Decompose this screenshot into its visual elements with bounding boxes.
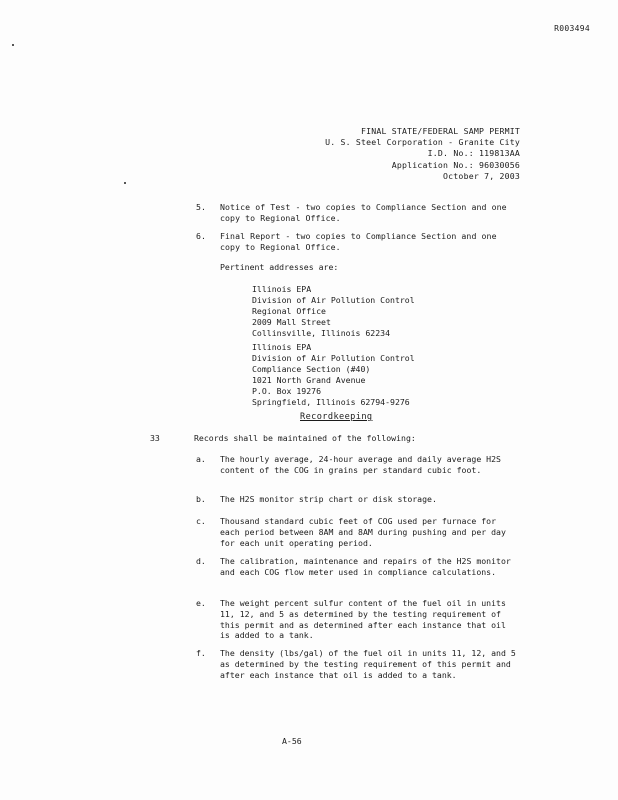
pertinent-label: Pertinent addresses are: (220, 262, 339, 272)
address-line: Division of Air Pollution Control (252, 295, 415, 305)
item-number: 5. (196, 202, 207, 212)
condition-number: 33 (150, 433, 160, 443)
address-block-compliance (252, 342, 415, 408)
item-number: 6. (196, 231, 207, 241)
item-text: The calibration, maintenance and repairs of the H2S monitor and each COG flow meter used in compliance calculations. (220, 556, 511, 577)
address-line: 1021 North Grand Avenue (252, 375, 366, 385)
item-text: The H2S monitor strip chart or disk storage. (220, 494, 437, 504)
address-line: Compliance Section (#40) (252, 364, 371, 374)
page-number: A-56 (282, 736, 302, 746)
item-text: The density (lbs/gal) of the fuel oil in units 11, 12, and 5 as determined by the testing requirement of this permit and after each instance that oil is added to a tank. (220, 648, 516, 680)
header-line: October 7, 2003 (443, 170, 520, 181)
header-line: U. S. Steel Corporation - Granite City (325, 137, 520, 148)
item-letter: b. (196, 494, 206, 504)
header-line: Application No.: 96030056 (391, 159, 520, 170)
address-line: Illinois EPA (252, 284, 312, 294)
scan-speck (124, 182, 126, 184)
address-line: Springfield, Illinois 62794-9276 (252, 397, 410, 407)
scan-speck (12, 44, 14, 46)
permit-header (325, 126, 520, 182)
item-letter: e. (196, 598, 206, 608)
item-text: Notice of Test - two copies to Compliance Section and one copy to Regional Office. (220, 202, 507, 223)
item-letter: f. (196, 648, 206, 658)
item-letter: a. (196, 454, 206, 464)
item-letter: c. (196, 516, 206, 526)
section-title: Recordkeeping (300, 412, 373, 422)
address-line: 2009 Mall Street (252, 317, 331, 327)
records-intro: Records shall be maintained of the following: (194, 433, 416, 443)
address-line: Regional Office (252, 306, 326, 316)
item-text: The hourly average, 24-hour average and daily average H2S content of the COG in grains per standard cubic foot. (220, 454, 501, 475)
item-letter: d. (196, 556, 206, 566)
document-id: R003494 (554, 24, 590, 33)
address-line: Collinsville, Illinois 62234 (252, 328, 391, 338)
address-line: Illinois EPA (252, 342, 312, 352)
item-text: Thousand standard cubic feet of COG used per furnace for each period between 8AM and 8AM during pushing and per day for each unit operating period. (220, 516, 506, 548)
address-line: P.O. Box 19276 (252, 386, 322, 396)
item-text: Final Report - two copies to Compliance Section and one copy to Regional Office. (220, 231, 497, 252)
header-line: I.D. No.: 119813AA (427, 148, 520, 159)
item-text: The weight percent sulfur content of the fuel oil in units 11, 12, and 5 as determined by the testing requirement of this permit and as determined after each instance that oil is added to a tank. (220, 598, 506, 641)
header-line: FINAL STATE/FEDERAL SAMP PERMIT (360, 126, 520, 136)
address-block-regional (252, 284, 415, 339)
address-line: Division of Air Pollution Control (252, 353, 415, 363)
